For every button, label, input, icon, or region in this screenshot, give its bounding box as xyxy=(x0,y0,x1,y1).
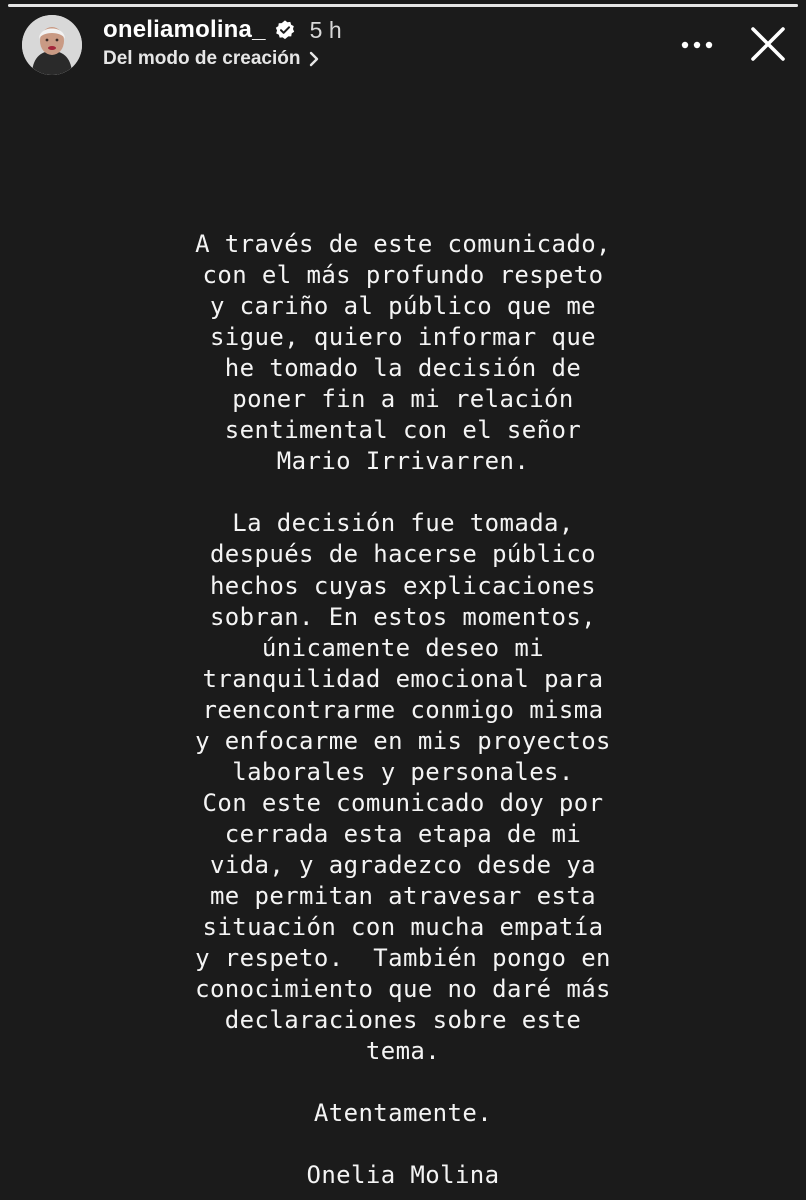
creation-mode-label: Del modo de creación xyxy=(103,48,301,69)
statement-line: situación con mucha empatía xyxy=(202,913,604,942)
statement-line: A través de este comunicado, xyxy=(195,230,611,258)
user-line xyxy=(103,16,342,44)
statement-closing: Atentamente. xyxy=(313,1099,493,1128)
statement-line: tema. xyxy=(365,1037,441,1066)
statement-line: y respeto. También pongo en xyxy=(195,944,611,973)
paragraph-spacer xyxy=(0,1129,806,1160)
close-icon xyxy=(749,25,787,68)
statement-line: declaraciones sobre este xyxy=(224,1006,582,1035)
statement-line: y enfocarme en mis proyectos xyxy=(195,726,611,755)
statement-line: he tomado la decisión de xyxy=(224,354,582,383)
statement-line: sentimental con el señor xyxy=(224,416,582,445)
paragraph-spacer xyxy=(0,477,806,508)
statement-text xyxy=(0,229,806,1191)
statement-line: poner fin a mi relación xyxy=(232,385,574,414)
statement-line: cerrada esta etapa de mi xyxy=(224,819,582,848)
time-ago: 5 h xyxy=(309,16,342,43)
statement-line: y cariño al público que me xyxy=(209,292,597,321)
verified-badge-icon xyxy=(274,19,296,41)
statement-line: Mario Irrivarren. xyxy=(276,447,530,476)
statement-line: hechos cuyas explicaciones xyxy=(209,571,597,600)
statement-line: después de hacerse público xyxy=(209,540,597,569)
statement-line: tranquilidad emocional para xyxy=(202,664,604,693)
statement-line: me permitan atravesar esta xyxy=(209,881,597,910)
paragraph-spacer xyxy=(0,1067,806,1098)
more-horizontal-icon xyxy=(680,37,714,55)
close-button[interactable] xyxy=(744,22,792,70)
profile-avatar[interactable] xyxy=(22,15,82,75)
statement-line: reencontrarme conmigo misma xyxy=(202,695,604,724)
creation-mode-link[interactable] xyxy=(103,48,320,70)
story-header xyxy=(0,0,806,100)
statement-line: conocimiento que no daré más xyxy=(195,975,611,1004)
statement-line: laborales y personales. xyxy=(232,757,574,786)
statement-line: sigue, quiero informar que xyxy=(209,323,597,352)
statement-line: únicamente deseo mi xyxy=(261,633,545,662)
statement-line: sobran. En estos momentos, xyxy=(209,602,597,631)
statement-line: Con este comunicado doy por xyxy=(202,788,604,817)
statement-line: con el más profundo respeto xyxy=(202,261,604,290)
statement-signature: Onelia Molina xyxy=(306,1161,500,1190)
username[interactable]: oneliamolina_ xyxy=(103,16,266,43)
more-options-button[interactable] xyxy=(676,28,718,64)
statement-line: La decisión fue tomada, xyxy=(232,509,574,538)
statement-line: vida, y agradezco desde ya xyxy=(209,850,597,879)
chevron-right-icon xyxy=(308,50,320,68)
